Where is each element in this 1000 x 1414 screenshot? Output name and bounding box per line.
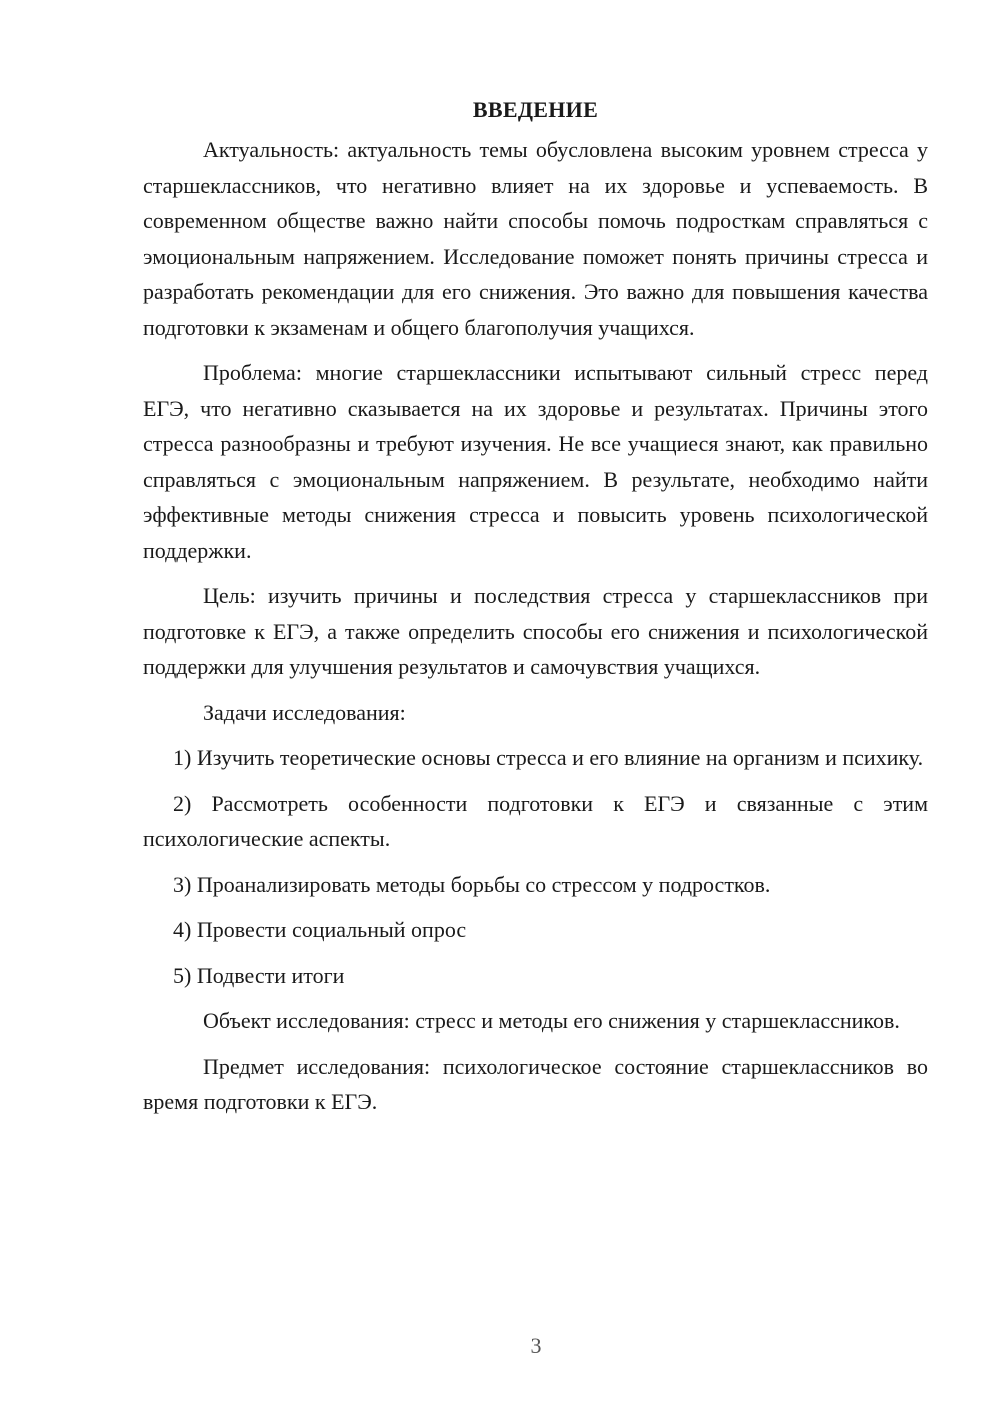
page-number: 3 [530, 1333, 542, 1358]
task-item: 3) Проанализировать методы борьбы со стрессом у подростков. [173, 871, 771, 897]
section-title: ВВЕДЕНИЕ [472, 97, 599, 122]
goal-paragraph: Цель: изучить причины и последствия стресса у старшеклассников при подготовке к ЕГЭ, а также определить способы его снижения и психологической поддержки для улучшения результатов и самочувствия учащихся. [143, 583, 928, 679]
object-paragraph: Объект исследования: стресс и методы его снижения у старшеклассников. [203, 1008, 900, 1033]
task-item: 4) Провести социальный опрос [173, 917, 467, 942]
document-page [143, 92, 928, 1130]
tasks-heading: Задачи исследования: [203, 699, 406, 725]
task-item: 5) Подвести итоги [173, 962, 345, 988]
relevance-paragraph: Актуальность: актуальность темы обусловлена высоким уровнем стресса у старшеклассников, что негативно влияет на их здоровье и успеваемость. В современном обществе важно найти способы помочь подросткам справляться с эмоциональным напряжением. Исследование поможет понять причины стресса и разработать рекомендации для его снижения. Это важно для повышения качества подготовки к экзаменам и общего благополучия учащихся. [143, 137, 928, 340]
task-item: 1) Изучить теоретические основы стресса и его влияние на организм и психику. [173, 745, 924, 770]
task-item: 2) Рассмотреть особенности подготовки к ЕГЭ и связанные с этим психологические аспекты. [143, 790, 928, 851]
problem-paragraph: Проблема: многие старшеклассники испытывают сильный стресс перед ЕГЭ, что негативно сказывается на их здоровье и результатах. Причины этого стресса разнообразны и требуют изучения. Не все учащиеся знают, как правильно справляться с эмоциональным напряжением. В результате, необходимо найти эффективные методы снижения стресса и повысить уровень психологической поддержки. [143, 360, 928, 563]
subject-paragraph: Предмет исследования: психологическое состояние старшеклассников во время подготовки к ЕГЭ. [143, 1053, 928, 1114]
